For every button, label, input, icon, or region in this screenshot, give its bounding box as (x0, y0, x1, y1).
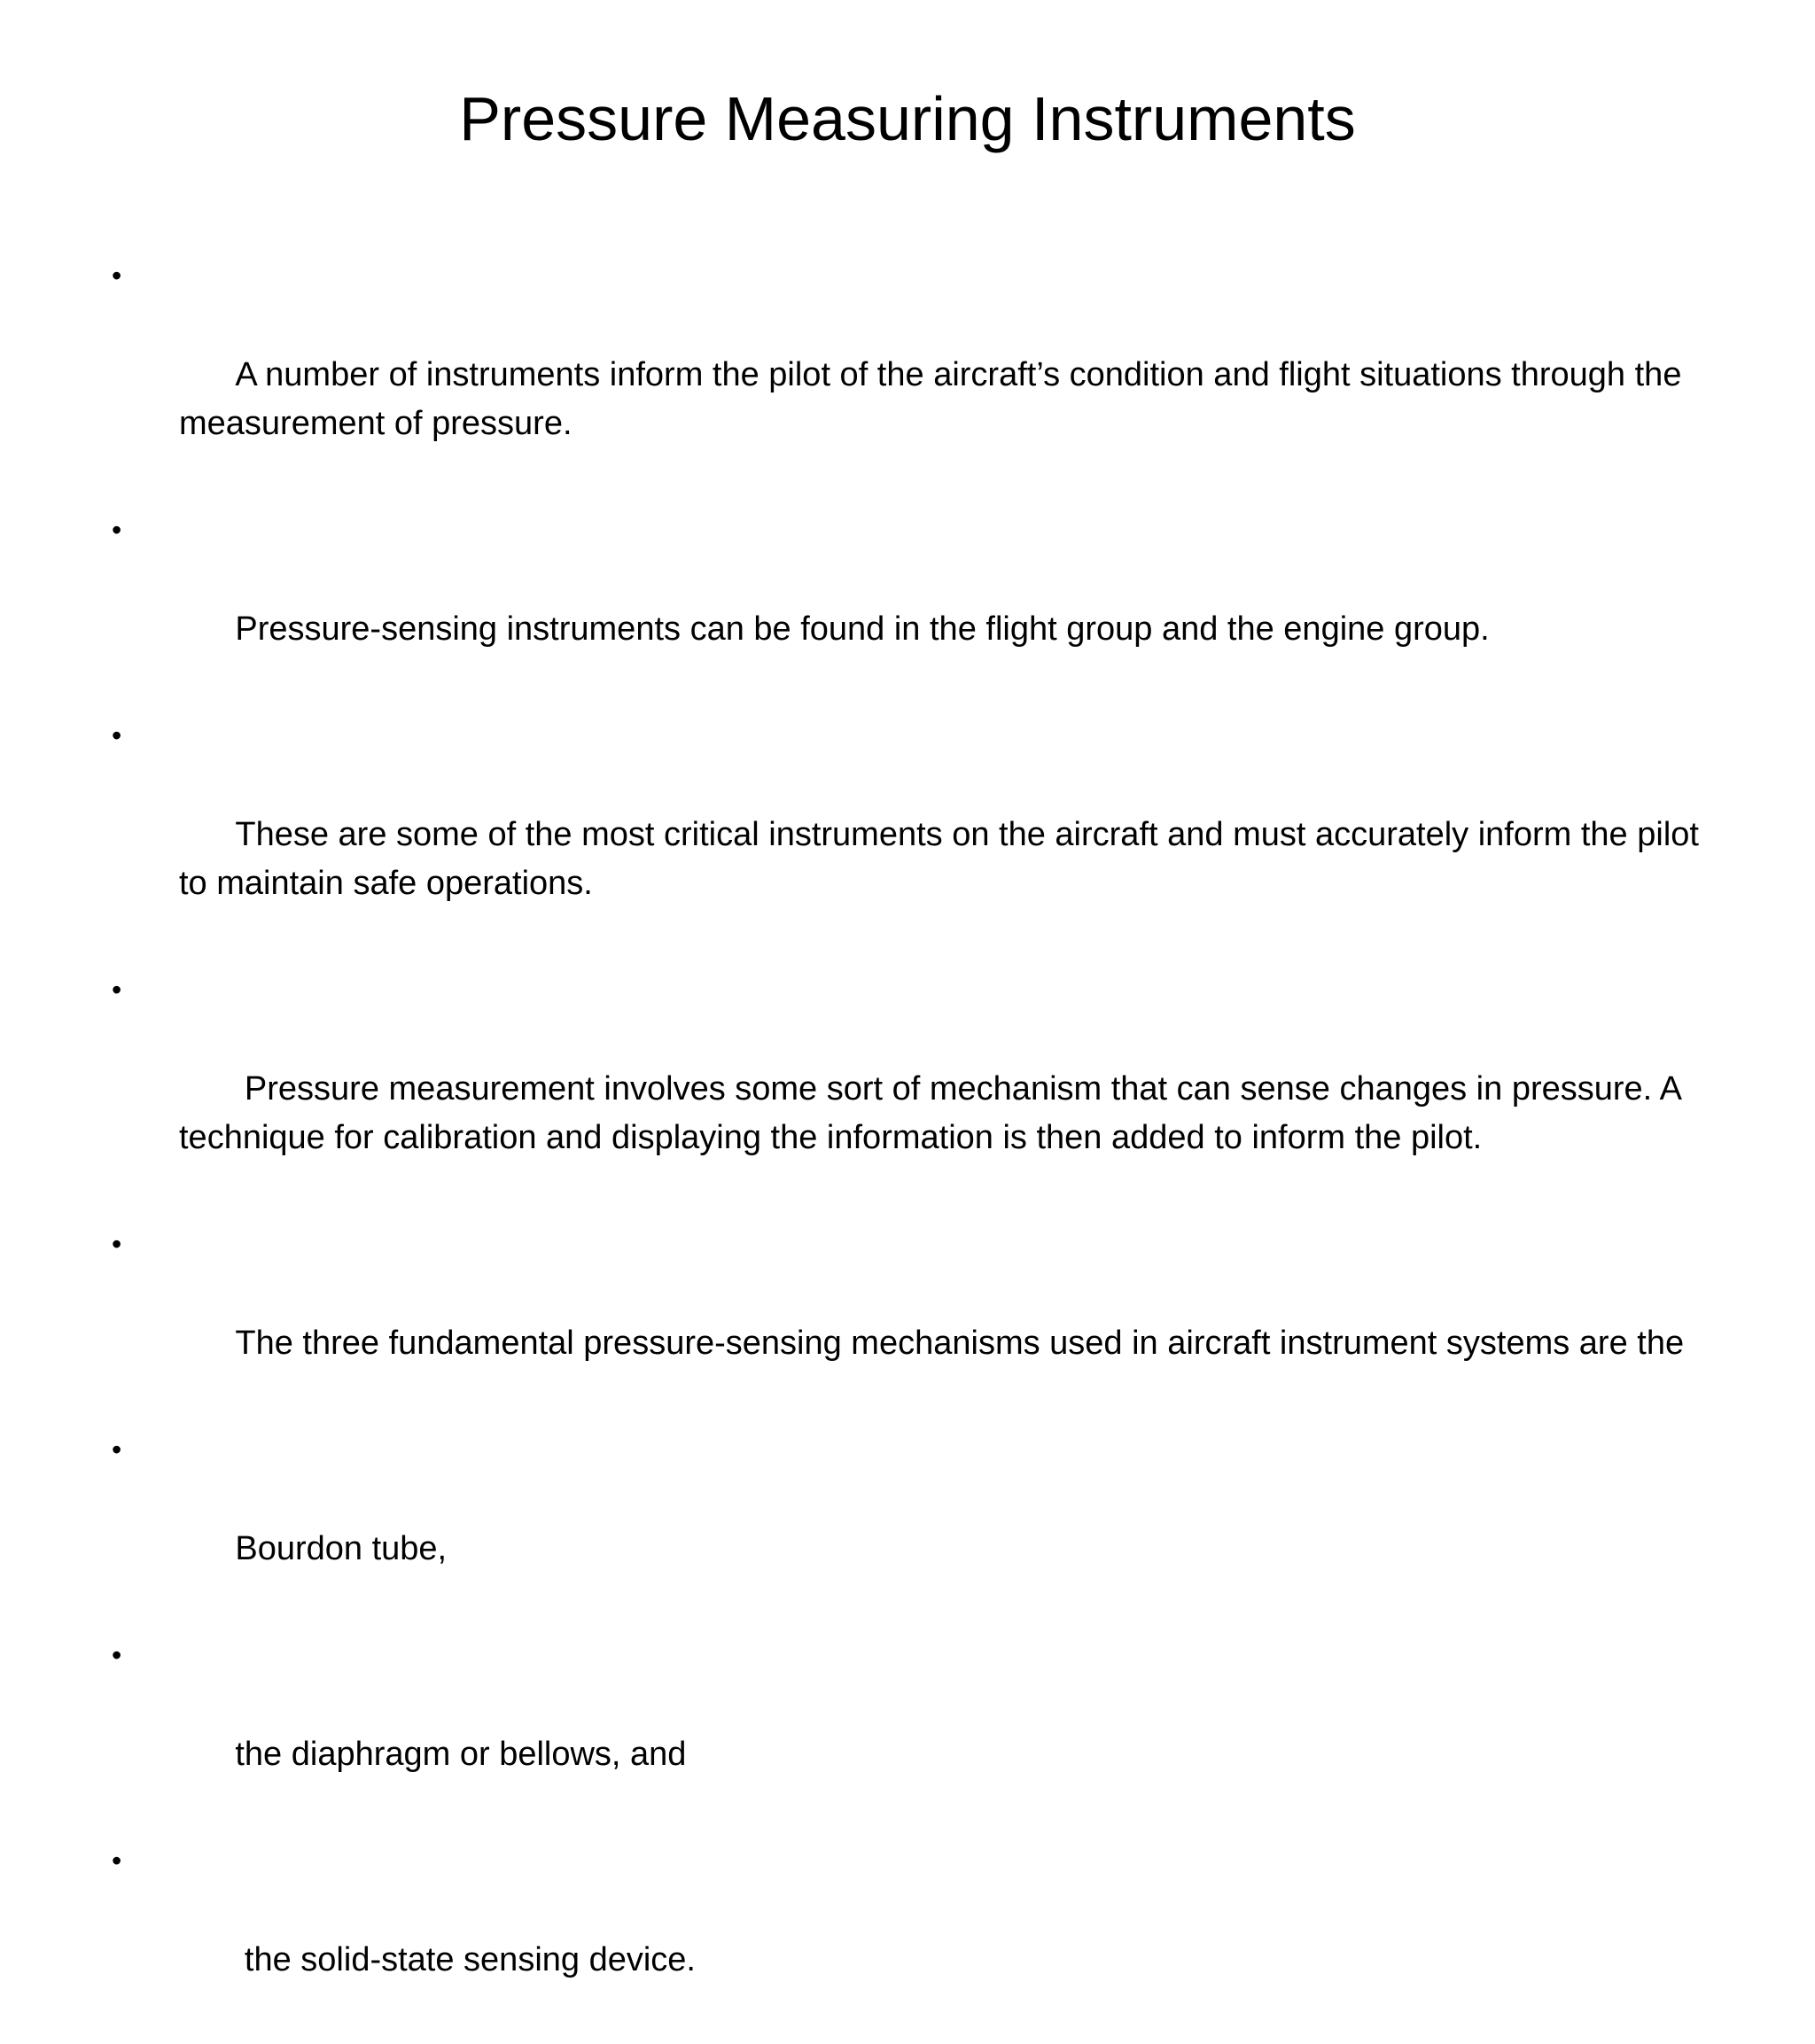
bullet-text: The three fundamental pressure-sensing mechanisms used in aircraft instrument systems are the (235, 1325, 1685, 1362)
bullet-icon: • (112, 719, 122, 751)
bullet-item (105, 1838, 1735, 2033)
bullet-icon: • (112, 260, 122, 291)
bullet-text: the solid-state sensing device. (235, 1941, 696, 1978)
bullet-icon: • (112, 1639, 122, 1671)
bullet-item (105, 1222, 1735, 1417)
bullet-list (105, 253, 1735, 2044)
bullet-item (105, 713, 1735, 957)
bullet-icon: • (112, 514, 122, 546)
slide-title: Pressure Measuring Instruments (459, 84, 1356, 153)
bullet-text: Bourdon tube, (235, 1530, 448, 1567)
bullet-icon: • (112, 1228, 122, 1260)
bullet-icon: • (112, 974, 122, 1006)
bullet-icon: • (112, 1845, 122, 1877)
bullet-item (105, 508, 1735, 703)
bullet-text: A number of instruments inform the pilot of the aircraft’s condition and flight situations through the measurement of pressure. (179, 356, 1692, 442)
bullet-item (105, 1633, 1735, 1828)
bullet-item (105, 253, 1735, 497)
bullet-item (105, 1427, 1735, 1622)
bullet-text: These are some of the most critical instruments on the aircraft and must accurately inform the pilot to maintain safe operations. (179, 816, 1709, 902)
bullet-icon: • (112, 1434, 122, 1465)
bullet-text: Pressure measurement involves some sort of mechanism that can sense changes in pressure. A technique for calibration and displaying the information is then added to inform the pilot. (179, 1070, 1690, 1156)
bullet-text: the diaphragm or bellows, and (235, 1736, 687, 1773)
bullet-item (105, 968, 1735, 1211)
bullet-text: Pressure-sensing instruments can be found in the flight group and the engine group. (235, 610, 1490, 648)
